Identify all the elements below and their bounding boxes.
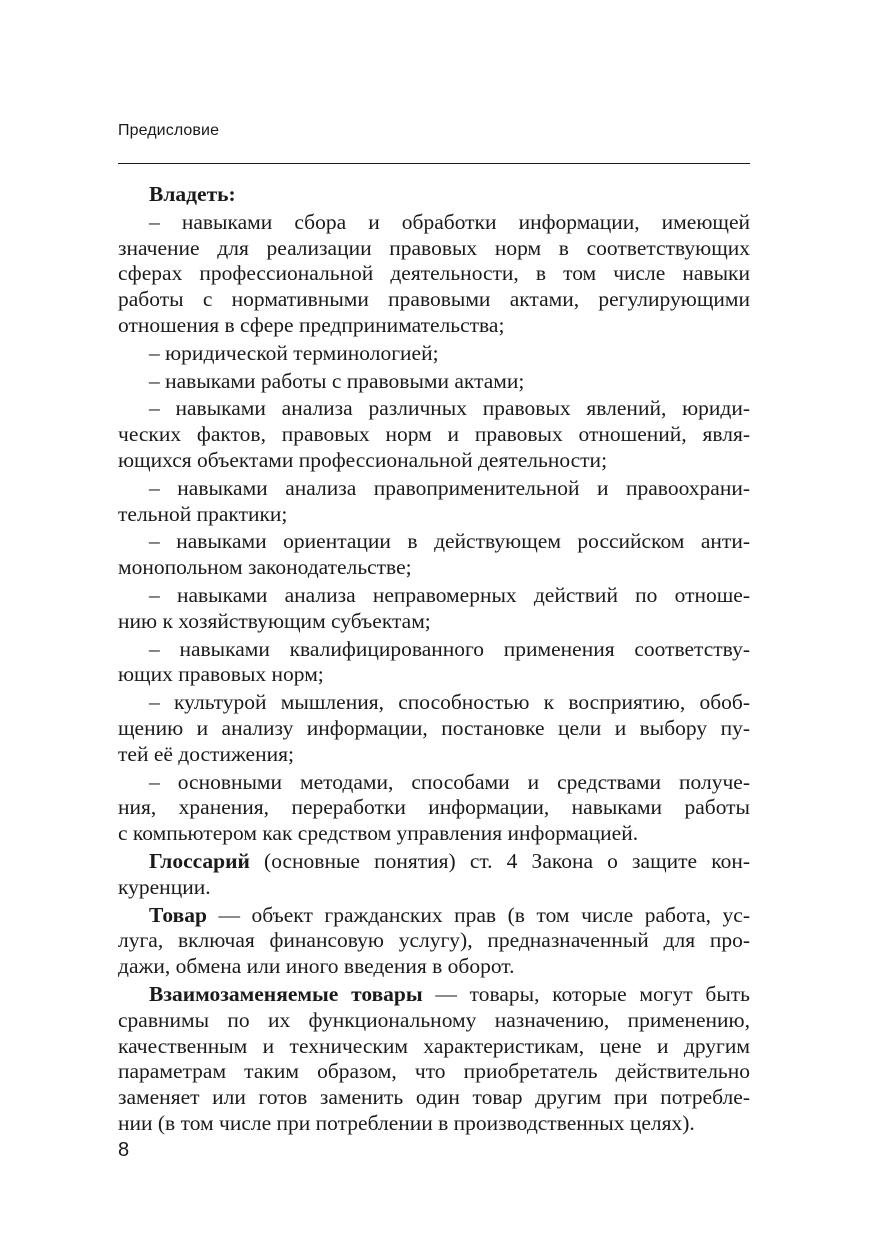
tovar-text: — объект гражданских прав (в том числе работа, ус- [206,902,750,927]
text-line: – навыками квалифицированного применения соответству- [149,636,750,661]
list-item-legal-acts [118,369,750,395]
text-line [118,849,750,875]
text-line: щению и анализу информации, постановке цели и выбору пу- [118,715,750,740]
text-line: с компьютером как средством управления информацией. [118,821,639,846]
list-item-unlawful-actions [118,583,750,635]
text-line: – навыками анализа неправомерных действий по отноше- [149,582,750,607]
text-line: – навыками ориентации в действующем российском анти- [149,529,750,554]
list-item-analysis-phenomena [118,396,750,473]
text-line: параметрам таким образом, что приобретатель действительно [118,1059,750,1084]
list-item-practice [118,476,750,528]
list-item-antimonopoly [118,529,750,581]
text-line: тей её достижения; [118,741,294,766]
glossary-term: Глоссарий [149,848,250,873]
list-item-terminology [118,341,750,367]
text-line: ния, хранения, переработки информации, навыками работы [118,795,750,820]
text-line: нию к хозяйствующим субъектам; [118,608,431,633]
vladet-heading [118,182,750,208]
list-item-methods [118,770,750,847]
text-line [118,982,750,1008]
interchangeable-goods-text: — товары, которые могут быть [422,981,750,1006]
glossary-paragraph [118,849,750,901]
text-line: – навыками анализа различных правовых явлений, юриди- [149,396,750,421]
tovar-term: Товар [149,902,207,927]
header-rule [118,163,750,164]
page-number: 8 [118,1139,130,1161]
text-line: – юридической терминологией; [149,340,439,365]
list-item-qualified-application [118,637,750,689]
text-line: работы с нормативными правовыми актами, регулирующими [118,287,750,312]
text-line: сферах профессиональной деятельности, в том числе навыки [118,261,750,286]
text-line: нии (в том числе при потреблении в производственных целях). [118,1110,695,1135]
vladet-heading-text: Владеть: [149,182,236,206]
text-line: качественным и техническим характеристикам, цене и другим [118,1033,750,1058]
glossary-text: (основные понятия) ст. 4 Закона о защите кон- [249,848,750,873]
tovar-definition [118,903,750,980]
text-line [118,903,750,929]
text-line: ющихся объектами профессиональной деятельности; [118,447,608,472]
list-item-info-skills [118,210,750,339]
text-line: дажи, обмена или иного введения в оборот. [118,954,515,979]
text-line: заменяет или готов заменить один товар другим при потребле- [118,1085,750,1110]
interchangeable-goods-definition [118,982,750,1137]
text-line: тельной практики; [118,501,288,526]
text-line: значение для реализации правовых норм в соответствующих [118,235,750,260]
page-body [118,182,750,1137]
text-line: – основными методами, способами и средствами получе- [149,769,750,794]
text-line: – культурой мышления, способностью к восприятию, обоб- [149,690,750,715]
text-line: куренции. [118,874,211,899]
text-line: – навыками анализа правоприменительной и правоохрани- [149,475,750,500]
text-line: ющих правовых норм; [118,662,324,687]
text-line: монопольном законодательстве; [118,555,412,580]
text-line: ческих фактов, правовых норм и правовых отношений, явля- [118,422,750,447]
interchangeable-goods-term: Взаимозаменяемые товары [149,981,423,1006]
text-line: – навыками работы с правовыми актами; [149,368,525,393]
list-item-thinking-culture [118,690,750,767]
running-head: Предисловие [118,122,220,139]
text-line: луга, включая финансовую услугу), предназначенный для про- [118,928,750,953]
text-line: – навыками сбора и обработки информации, имеющей [149,209,750,234]
text-line: отношения в сфере предпринимательства; [118,312,505,337]
text-line: сравнимы по их функциональному назначению, применению, [118,1007,750,1032]
